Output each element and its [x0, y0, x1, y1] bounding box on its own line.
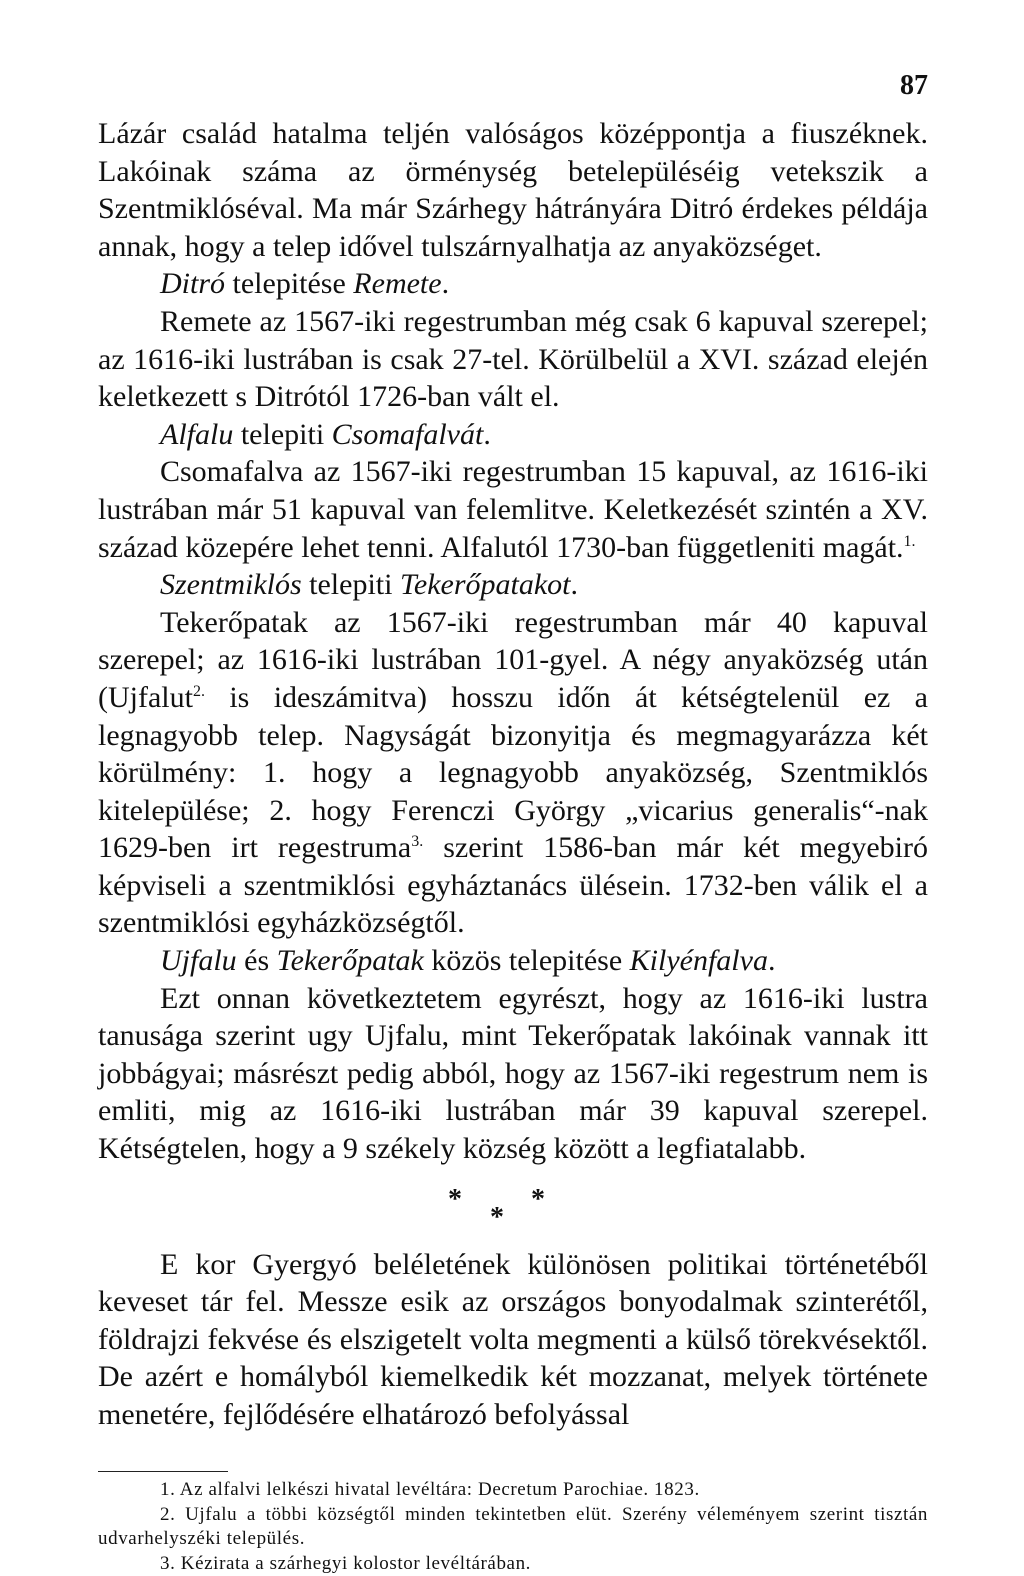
- separator-asterisk: *: [448, 1184, 462, 1216]
- footnote: 1. Az alfalvi lelkészi hivatal levéltára: Decretum Parochiae. 1823.: [98, 1478, 928, 1503]
- separator-asterisk: *: [531, 1184, 545, 1216]
- heading-italic: Alfalu: [160, 418, 233, 451]
- footnote: 2. Ujfalu a többi községtől minden tekintetben elüt. Szerény véleményem szerint tisztán udvarhelyszéki település.: [98, 1503, 928, 1552]
- paragraph: [98, 604, 928, 942]
- heading-italic: Csomafalvát: [332, 418, 484, 451]
- section-heading: [98, 265, 928, 303]
- footnote: 3. Kézirata a szárhegyi kolostor levéltárában.: [98, 1552, 928, 1576]
- heading-italic: Szentmiklós: [160, 568, 302, 601]
- heading-italic: Kilyénfalva: [630, 944, 768, 977]
- heading-text: telepitése: [225, 267, 353, 300]
- paragraph: E kor Gyergyó beléletének különösen politikai történetéből keveset tár fel. Messze esik az országos bonyodalmak szinterétől, földrajzi fekvése és elszigetelt volta megmenti a külső törekvésektől. De azért e homályból kiemelkedik két mozzanat, melyek története menetére, fejlődésére elhatározó befolyással: [98, 1246, 928, 1434]
- heading-italic: Ditró: [160, 267, 225, 300]
- heading-text: és: [237, 944, 277, 977]
- paragraph: [98, 453, 928, 566]
- heading-italic: Tekerőpatak: [277, 944, 424, 977]
- page-body: [98, 115, 928, 1434]
- section-separator: [98, 1168, 928, 1246]
- heading-text: telepiti: [233, 418, 331, 451]
- heading-italic: Remete: [353, 267, 441, 300]
- paragraph-text: Tekerőpatak az 1567-iki regestrumban már 40 kapuval szerepel; az 1616-iki lustrában 101-gyel. A négy anyaközség után (Ujfalut: [98, 606, 928, 714]
- footnote-divider: [98, 1471, 228, 1472]
- footnotes: [98, 1478, 928, 1576]
- paragraph: Remete az 1567-iki regestrumban még csak 6 kapuval szerepel; az 1616-iki lustrában is csak 27-tel. Körülbelül a XVI. század elején keletkezett s Ditrótól 1726-ban vált el.: [98, 303, 928, 416]
- paragraph: Ezt onnan következtetem egyrészt, hogy az 1616-iki lustra tanusága szerint ugy Ujfalu, mint Tekerőpatak lakóinak vannak itt jobbágyai; másrészt pedig abból, hogy az 1567-iki regestrum nem is emliti, mig az 1616-iki lustrában már 39 kapuval szerepel. Kétségtelen, hogy a 9 székely község között a legfiatalabb.: [98, 980, 928, 1168]
- paragraph-text: szerint 1586-ban már két megyebiró képviseli a szentmiklósi egyháztanács ülésein. 1732-ben válik el a szentmiklósi egyházközségtől.: [98, 831, 928, 939]
- heading-text: telepiti: [302, 568, 400, 601]
- section-heading: [98, 566, 928, 604]
- heading-text: .: [483, 418, 491, 451]
- section-heading: [98, 416, 928, 454]
- footnote-ref: 1.: [904, 533, 916, 550]
- footnote-ref: 3.: [411, 833, 423, 850]
- separator-asterisk: *: [490, 1202, 504, 1234]
- heading-text: .: [768, 944, 776, 977]
- paragraph-text: Csomafalva az 1567-iki regestrumban 15 kapuval, az 1616-iki lustrában már 51 kapuval van felemlitve. Keletkezését szintén a XV. század közepére lehet tenni. Alfalutól 1730-ban függetleniti magát.: [98, 455, 928, 563]
- paragraph: Lázár család hatalma teljén valóságos középpontja a fiuszéknek. Lakóinak száma az örménység betelepüléséig vetekszik a Szentmiklóséval. Ma már Szárhegy hátrányára Ditró érdekes példája annak, hogy a telep idővel tulszárnyalhatja az anyaközséget.: [98, 115, 928, 265]
- heading-text: .: [442, 267, 450, 300]
- heading-italic: Ujfalu: [160, 944, 237, 977]
- heading-text: közös telepitése: [424, 944, 630, 977]
- heading-italic: Tekerőpatakot: [400, 568, 571, 601]
- footnote-ref: 2.: [193, 683, 205, 700]
- section-heading: [98, 942, 928, 980]
- page-number: 87: [900, 70, 928, 102]
- heading-text: .: [571, 568, 579, 601]
- paragraph-text: is ideszámitva) hosszu időn át kétségtelenül ez a legnagyobb telep. Nagyságát bizonyitja és megmagyarázza két körülmény: 1. hogy a legnagyobb anyaközség, Szentmiklós kitelepülése; 2. hogy Ferenczi György „vicarius generalis“-nak 1629-ben irt regestruma: [98, 681, 928, 864]
